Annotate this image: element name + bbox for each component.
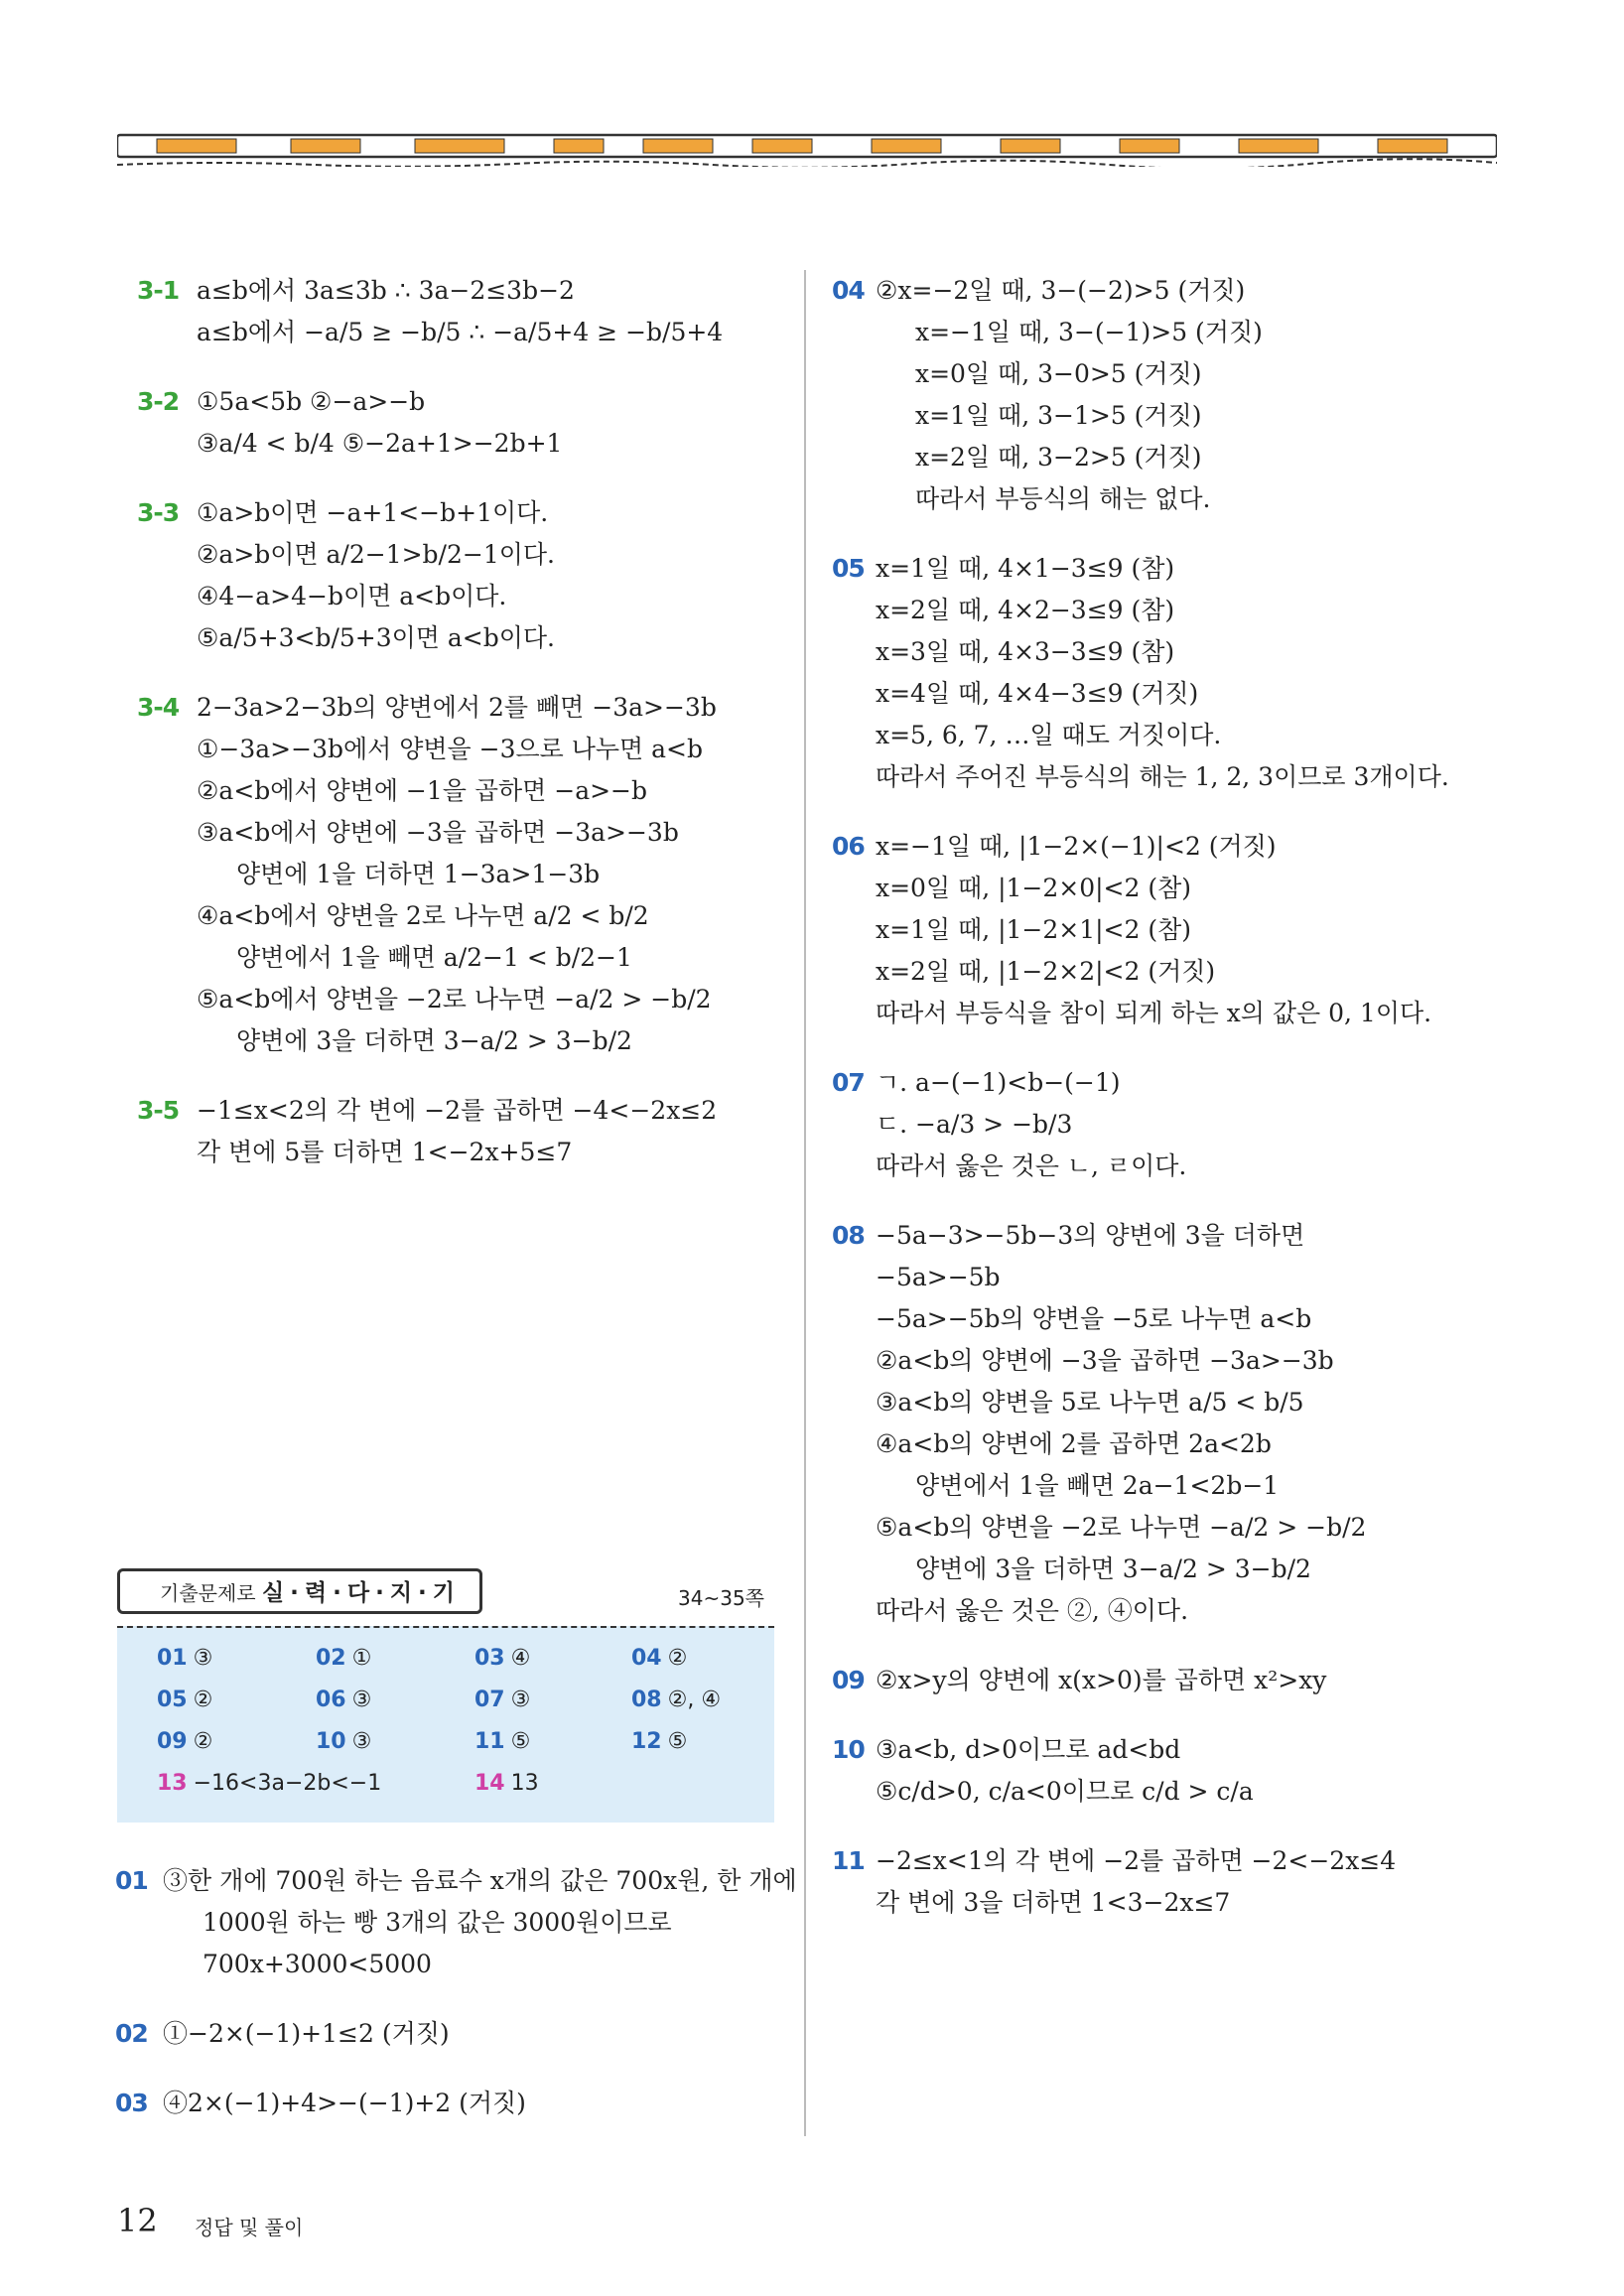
problem-number: 3-5	[137, 1096, 180, 1125]
solution-line: ③a/4 < b/4 ⑤−2a+1>−2b+1	[197, 429, 563, 458]
answer-box-title-small: 기출문제로	[160, 1581, 256, 1605]
solution-line: ⑤c/d>0, c/a<0이므로 c/d > c/a	[876, 1777, 1254, 1806]
answer-item: 08 ②, ④	[631, 1688, 722, 1712]
answer-box-title	[117, 1568, 482, 1614]
answer-item: 13 −16<3a−2b<−1	[157, 1771, 382, 1796]
solution-line: a≤b에서 3a≤3b ∴ 3a−2≤3b−2	[197, 276, 575, 305]
problem-02	[117, 2013, 792, 2055]
answer-item: 01 ③	[157, 1646, 213, 1671]
solution-line: ③a<b, d>0이므로 ad<bd	[876, 1735, 1181, 1764]
solution-line: ①−2×(−1)+1≤2 (거짓)	[163, 2019, 450, 2048]
solution-line: x=5, 6, 7, …일 때도 거짓이다.	[876, 721, 1222, 749]
problem-number: 10	[832, 1735, 865, 1764]
answer-summary-box	[117, 1568, 774, 1817]
problem-3-5	[139, 1090, 784, 1173]
problem-number: 3-3	[137, 498, 180, 527]
solution-line: −5a>−5b의 양변을 −5로 나누면 a<b	[876, 1304, 1312, 1333]
right-column	[834, 270, 1469, 1952]
problem-01	[115, 1860, 797, 1985]
problem-08	[834, 1215, 1469, 1632]
problem-07	[834, 1062, 1469, 1187]
problem-number: 07	[832, 1068, 865, 1097]
answer-item: 07 ③	[474, 1688, 531, 1712]
answer-item: 05 ②	[157, 1688, 213, 1712]
solution-line: −5a>−5b	[876, 1263, 1001, 1291]
problem-number: 3-2	[137, 387, 180, 416]
answer-box-title-big: 실·력·다·지·기	[261, 1580, 462, 1606]
solution-line: ④a<b에서 양변을 2로 나누면 a/2 < b/2	[197, 901, 649, 930]
solution-line: ②a>b이면 a/2−1>b/2−1이다.	[197, 540, 555, 569]
solution-line: ②a<b의 양변에 −3을 곱하면 −3a>−3b	[876, 1346, 1334, 1375]
solution-line: 양변에 3을 더하면 3−a/2 > 3−b/2	[236, 1026, 632, 1055]
solution-line: ⑤a/5+3<b/5+3이면 a<b이다.	[197, 623, 555, 652]
solution-line: ②x=−2일 때, 3−(−2)>5 (거짓)	[876, 276, 1246, 305]
solution-line: a≤b에서 −a/5 ≥ −b/5 ∴ −a/5+4 ≥ −b/5+4	[197, 318, 724, 346]
answer-item: 04 ②	[631, 1646, 688, 1671]
solution-line: ①5a<5b ②−a>−b	[197, 387, 426, 416]
problem-3-3	[139, 492, 784, 659]
problem-04	[834, 270, 1469, 520]
problem-number: 05	[832, 554, 865, 583]
solution-line: ②x>y의 양변에 x(x>0)를 곱하면 x²>xy	[876, 1666, 1327, 1694]
solution-line: 따라서 부등식의 해는 없다.	[915, 484, 1211, 513]
solution-line: 따라서 옳은 것은 ②, ④이다.	[876, 1596, 1189, 1625]
solution-line: ㄱ. a−(−1)<b−(−1)	[876, 1068, 1121, 1097]
solution-line: x=0일 때, 3−0>5 (거짓)	[915, 359, 1202, 388]
solution-line: ①a>b이면 −a+1<−b+1이다.	[197, 498, 549, 527]
solution-line: 양변에서 1을 빼면 2a−1<2b−1	[915, 1471, 1280, 1500]
answer-box-pages: 34~35쪽	[678, 1586, 764, 1610]
solution-line: 700x+3000<5000	[203, 1950, 432, 1978]
solution-line: x=−1일 때, |1−2×(−1)|<2 (거짓)	[876, 832, 1277, 861]
solution-line: −2≤x<1의 각 변에 −2를 곱하면 −2<−2x≤4	[876, 1846, 1397, 1875]
header-ribbon-decoration	[117, 131, 1497, 167]
problem-03	[117, 2083, 792, 2124]
solution-line: x=3일 때, 4×3−3≤9 (참)	[876, 637, 1175, 666]
solution-line: ④4−a>4−b이면 a<b이다.	[197, 582, 507, 610]
problem-number: 02	[115, 2019, 148, 2048]
solution-line: x=1일 때, 4×1−3≤9 (참)	[876, 554, 1175, 583]
left-lower-column	[115, 1860, 797, 2152]
solution-line: 각 변에 5를 더하면 1<−2x+5≤7	[197, 1138, 573, 1166]
solution-line: x=2일 때, |1−2×2|<2 (거짓)	[876, 957, 1216, 986]
problem-number: 03	[115, 2089, 148, 2117]
solution-line: ⑤a<b의 양변을 −2로 나누면 −a/2 > −b/2	[876, 1513, 1367, 1542]
solution-line: 1000원 하는 빵 3개의 값은 3000원이므로	[203, 1908, 672, 1937]
problem-06	[834, 826, 1469, 1034]
solution-line: 양변에 3을 더하면 3−a/2 > 3−b/2	[915, 1554, 1311, 1583]
answer-item: 10 ③	[316, 1729, 372, 1754]
problem-11	[834, 1840, 1469, 1924]
solution-line: ㄷ. −a/3 > −b/3	[876, 1110, 1073, 1139]
problem-number: 04	[832, 276, 865, 305]
solution-line: 각 변에 3을 더하면 1<3−2x≤7	[876, 1888, 1231, 1917]
answer-item: 03 ④	[474, 1646, 531, 1671]
page-number: 12	[117, 2202, 158, 2239]
solution-line: ⑤a<b에서 양변을 −2로 나누면 −a/2 > −b/2	[197, 985, 712, 1013]
solution-line: x=−1일 때, 3−(−1)>5 (거짓)	[915, 318, 1263, 346]
solution-line: ②a<b에서 양변에 −1을 곱하면 −a>−b	[197, 776, 648, 805]
problem-number: 09	[832, 1666, 865, 1694]
problem-05	[834, 548, 1469, 798]
problem-3-4	[139, 687, 784, 1062]
problem-number: 11	[832, 1846, 865, 1875]
solution-line: x=2일 때, 4×2−3≤9 (참)	[876, 596, 1175, 624]
solution-line: ④2×(−1)+4>−(−1)+2 (거짓)	[163, 2089, 526, 2117]
problem-number: 08	[832, 1221, 865, 1250]
problem-number: 06	[832, 832, 865, 861]
solution-line: 양변에 1을 더하면 1−3a>1−3b	[236, 860, 601, 888]
solution-line: x=4일 때, 4×4−3≤9 (거짓)	[876, 679, 1199, 708]
problem-number: 3-4	[137, 693, 180, 722]
answer-item: 12 ⑤	[631, 1729, 688, 1754]
column-divider	[804, 270, 806, 2136]
solution-line: 따라서 옳은 것은 ㄴ, ㄹ이다.	[876, 1151, 1187, 1180]
footer-label: 정답 및 풀이	[195, 2216, 304, 2239]
solution-line: x=1일 때, 3−1>5 (거짓)	[915, 401, 1202, 430]
problem-09	[834, 1660, 1469, 1701]
problem-3-2	[139, 381, 784, 465]
problem-number: 3-1	[137, 276, 180, 305]
problem-10	[834, 1729, 1469, 1813]
answer-item: 09 ②	[157, 1729, 213, 1754]
solution-line: ③한 개에 700원 하는 음료수 x개의 값은 700x원, 한 개에	[163, 1866, 797, 1895]
solution-line: 따라서 주어진 부등식의 해는 1, 2, 3이므로 3개이다.	[876, 762, 1449, 791]
solution-line: −5a−3>−5b−3의 양변에 3을 더하면	[876, 1221, 1305, 1250]
solution-line: ④a<b의 양변에 2를 곱하면 2a<2b	[876, 1429, 1272, 1458]
problem-3-1	[139, 270, 784, 353]
solution-line: x=2일 때, 3−2>5 (거짓)	[915, 443, 1202, 472]
left-column	[139, 270, 784, 1201]
solution-line: ③a<b에서 양변에 −3을 곱하면 −3a>−3b	[197, 818, 679, 847]
answer-item: 06 ③	[316, 1688, 372, 1712]
answer-item: 02 ①	[316, 1646, 372, 1671]
solution-line: ①−3a>−3b에서 양변을 −3으로 나누면 a<b	[197, 735, 703, 763]
solution-line: ③a<b의 양변을 5로 나누면 a/5 < b/5	[876, 1388, 1304, 1417]
solution-line: −1≤x<2의 각 변에 −2를 곱하면 −4<−2x≤2	[197, 1096, 718, 1125]
answer-item: 11 ⑤	[474, 1729, 531, 1754]
solution-line: x=1일 때, |1−2×1|<2 (참)	[876, 915, 1192, 944]
answer-grid	[117, 1626, 774, 1823]
problem-number: 01	[115, 1866, 148, 1895]
solution-line: 2−3a>2−3b의 양변에서 2를 빼면 −3a>−3b	[197, 693, 717, 722]
solution-line: x=0일 때, |1−2×0|<2 (참)	[876, 874, 1192, 902]
solution-line: 양변에서 1을 빼면 a/2−1 < b/2−1	[236, 943, 632, 972]
answer-item: 14 13	[474, 1771, 539, 1796]
solution-line: 따라서 부등식을 참이 되게 하는 x의 값은 0, 1이다.	[876, 999, 1432, 1027]
